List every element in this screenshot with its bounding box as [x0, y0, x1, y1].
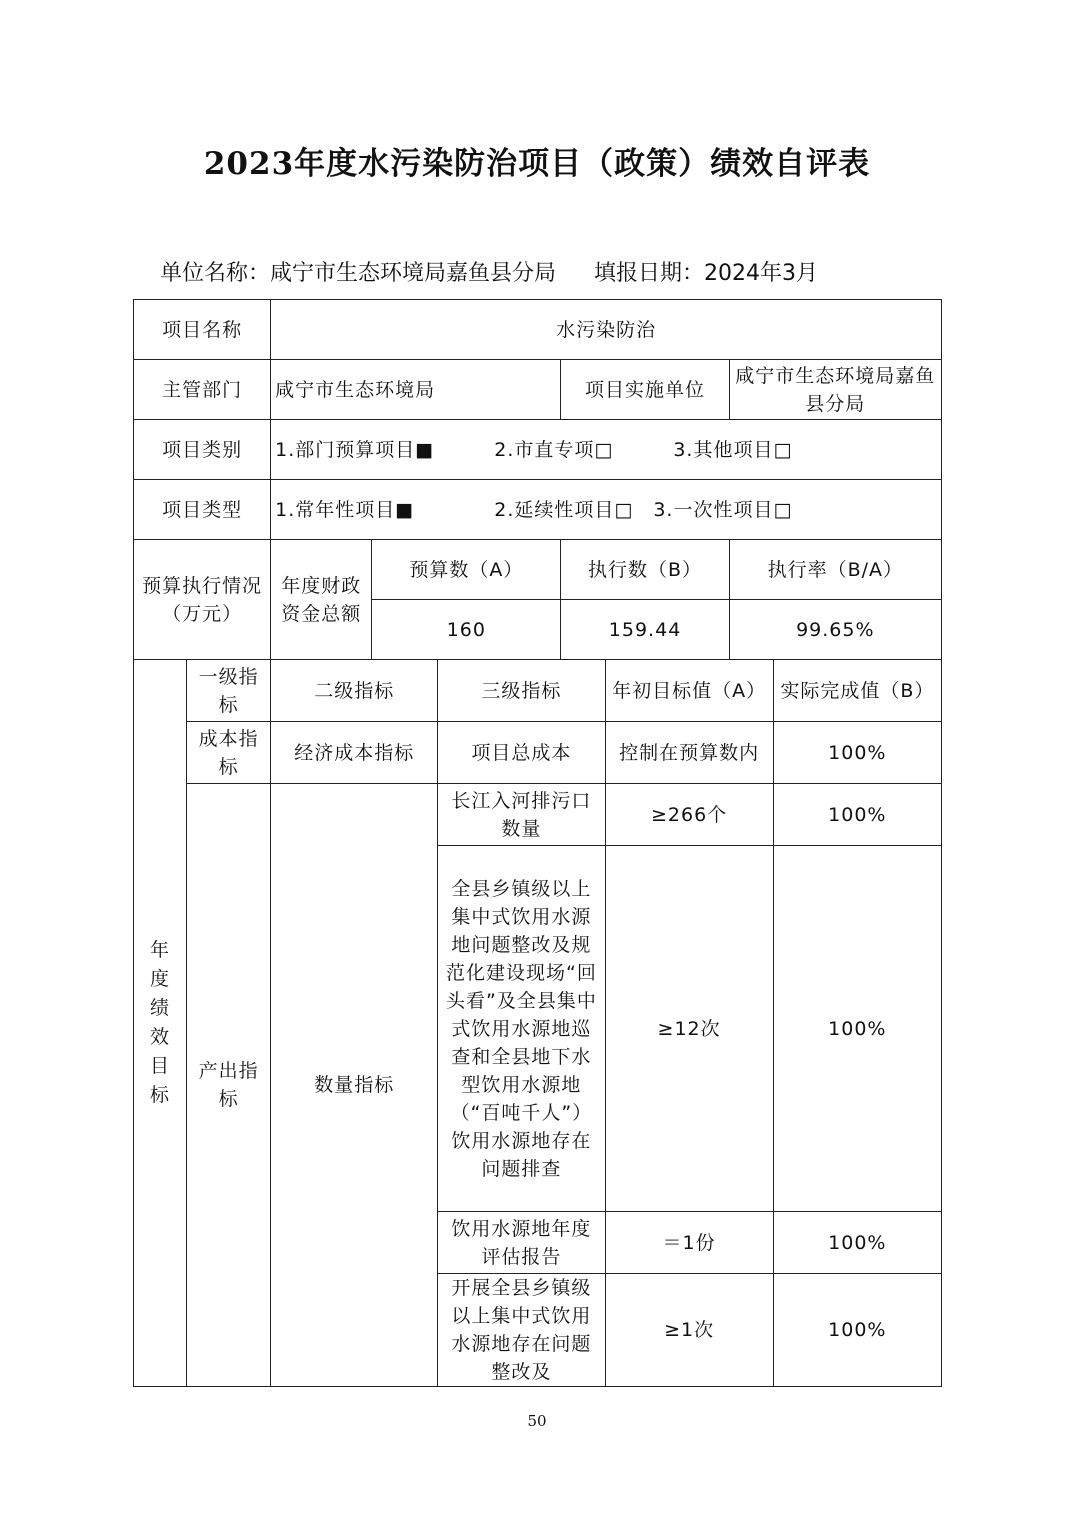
output-level3: 开展全县乡镇级以上集中式饮用水源地存在问题整改及 — [438, 1274, 605, 1387]
budget-label: 预算执行情况（万元） — [134, 540, 271, 660]
output-actual: 100% — [773, 1274, 941, 1387]
output-level1: 产出指标 — [187, 784, 271, 1387]
output-level3: 饮用水源地年度评估报告 — [438, 1212, 605, 1274]
header-level1: 一级指标 — [187, 660, 271, 722]
output-level2: 数量指标 — [271, 784, 438, 1387]
output-target: ≥12次 — [605, 846, 773, 1212]
row-type — [134, 480, 942, 540]
output-actual: 100% — [773, 846, 941, 1212]
budget-col-rate: 执行率（B/A） — [729, 540, 941, 600]
fund-total-label: 年度财政资金总额 — [271, 540, 372, 660]
unit-name: 单位名称：咸宁市生态环境局嘉鱼县分局 — [160, 261, 557, 286]
cost-actual: 100% — [773, 722, 941, 784]
project-name-label: 项目名称 — [134, 300, 271, 360]
page-number: 50 — [527, 1412, 547, 1430]
category-options: 1.部门预算项目■ 2.市直专项□ 3.其他项目□ — [271, 420, 942, 480]
output-target: ≥266个 — [605, 784, 773, 846]
annual-goal-label: 年度绩效目标 — [134, 660, 187, 1387]
output-actual: 100% — [773, 1212, 941, 1274]
fill-date: 填报日期：2024年3月 — [594, 261, 819, 286]
budget-val-b: 159.44 — [561, 600, 729, 660]
row-project-name — [134, 300, 942, 360]
output-target: ≥1次 — [605, 1274, 773, 1387]
dept-value: 咸宁市生态环境局 — [271, 360, 561, 420]
row-budget-header — [134, 540, 942, 600]
dept-label: 主管部门 — [134, 360, 271, 420]
evaluation-table — [133, 299, 942, 1386]
project-name: 水污染防治 — [271, 300, 942, 360]
form-meta — [160, 256, 940, 287]
header-level3: 三级指标 — [438, 660, 605, 722]
cost-level1: 成本指标 — [187, 722, 271, 784]
page-title: 2023年度水污染防治项目（政策）绩效自评表 — [203, 146, 871, 182]
row-indicator-header — [134, 660, 942, 722]
budget-col-b: 执行数（B） — [561, 540, 729, 600]
row-category — [134, 420, 942, 480]
output-level3: 全县乡镇级以上集中式饮用水源地问题整改及规范化建设现场“回头看”及全县集中式饮用水源地巡查和全县地下水型饮用水源地（“百吨千人”）饮用水源地存在问题排查 — [438, 846, 605, 1212]
row-department — [134, 360, 942, 420]
budget-val-rate: 99.65% — [729, 600, 941, 660]
budget-val-a: 160 — [372, 600, 561, 660]
type-label: 项目类型 — [134, 480, 271, 540]
header-actual: 实际完成值（B） — [773, 660, 941, 722]
output-actual: 100% — [773, 784, 941, 846]
budget-col-a: 预算数（A） — [372, 540, 561, 600]
impl-unit-label: 项目实施单位 — [561, 360, 729, 420]
category-label: 项目类别 — [134, 420, 271, 480]
type-options: 1.常年性项目■ 2.延续性项目□ 3.一次性项目□ — [271, 480, 942, 540]
cost-target: 控制在预算数内 — [605, 722, 773, 784]
table-row — [134, 784, 942, 846]
impl-unit-value: 咸宁市生态环境局嘉鱼县分局 — [729, 360, 941, 420]
output-level3: 长江入河排污口数量 — [438, 784, 605, 846]
cost-level2: 经济成本指标 — [271, 722, 438, 784]
cost-level3: 项目总成本 — [438, 722, 605, 784]
header-target: 年初目标值（A） — [605, 660, 773, 722]
output-target: ＝1份 — [605, 1212, 773, 1274]
row-cost — [134, 722, 942, 784]
header-level2: 二级指标 — [271, 660, 438, 722]
